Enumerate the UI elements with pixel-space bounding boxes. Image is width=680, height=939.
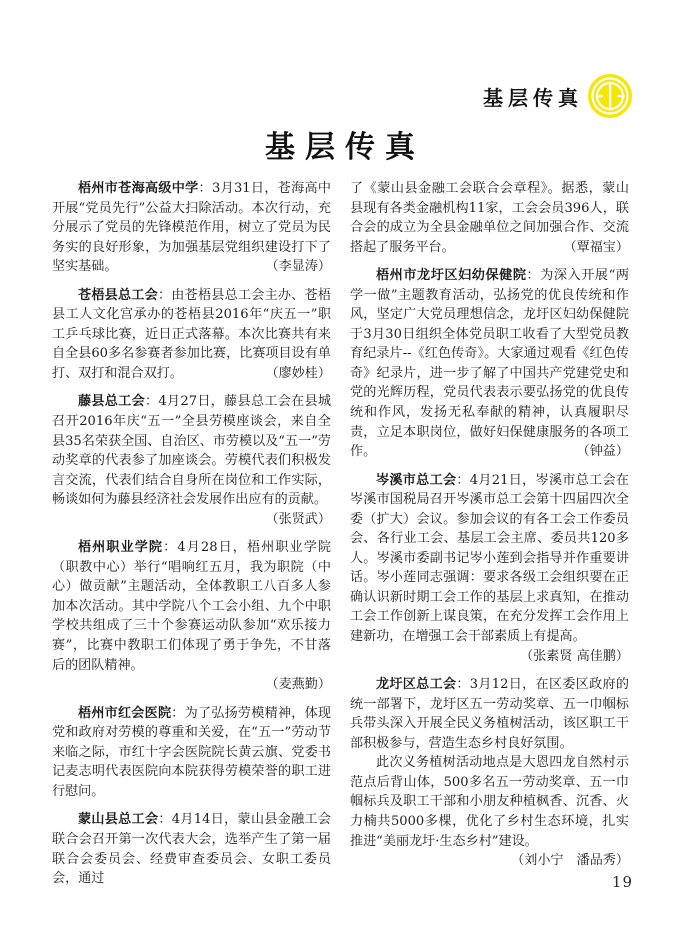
article-text: ：3月31日，苍海高中开展“党员先行”公益大扫除活动。本次行动，充分展示了党员的先锋模范作用，树立了党员为民务实的良好形象，为加强基层党组织建设打下了坚实基础。 — [52, 181, 331, 275]
article-paragraph — [350, 753, 629, 851]
article-lede: 蒙山县总工会 — [78, 812, 159, 828]
article-lede: 梧州市龙圩区妇幼保健院 — [376, 268, 527, 284]
article-byline: （刘小宁 潘品秀） — [511, 853, 629, 869]
article-longxu-district-federation — [350, 675, 629, 870]
article-cangwu-county-federation — [52, 286, 331, 384]
article-text: 了《蒙山县金融工会联合会章程》。据悉，蒙山县现有各类金融机构11家，工会会员396人，联合会的成立为全县金融单位之间加强合作、交流搭起了服务平台。 — [350, 181, 629, 255]
union-emblem-icon — [587, 73, 633, 119]
page-number: 19 — [611, 873, 633, 891]
article-paragraph — [52, 810, 331, 888]
article-byline: （李显涛） — [265, 259, 331, 275]
article-paragraph — [52, 392, 331, 509]
article-text: ：4月27日，藤县总工会在县城召开2016年庆“五一”全县劳模座谈会，来自全县35名荣获全国、自治区、市劳模以及“五一”劳动奖章的代表参了加座谈会。劳模代表们积极发言交流，代表们结合自身所在岗位和工作实际，畅谈如何为藤县经济社会发展作出应有的贡献。 — [52, 394, 332, 508]
article-lede: 梧州市苍海高级中学 — [78, 181, 199, 196]
article-teng-county-federation — [52, 392, 331, 529]
article-cenxi-city-federation — [350, 471, 629, 666]
article-byline: （钟益） — [576, 444, 629, 460]
article-lede: 藤县总工会 — [78, 394, 145, 410]
article-lede: 苍梧县总工会 — [78, 287, 158, 303]
article-wuzhou-red-cross-hospital — [52, 704, 331, 802]
article-lede: 岑溪市总工会 — [376, 472, 457, 488]
article-text: ：4月14日，蒙山县金融工会联合会召开第一次代表大会，选举产生了第一届联合会委员会、经费审查委员会、女职工委员会，通过 — [52, 812, 332, 887]
article-paragraph — [350, 471, 629, 647]
article-paragraph — [52, 538, 331, 675]
article-text: ：为了弘扬劳模精神，体现党和政府对劳模的尊重和关爱，在“五一”劳动节来临之际，市红十字会医院院长黄云旗、党委书记麦志明代表医院向本院获得劳模荣誉的职工进行慰问。 — [52, 705, 331, 799]
article-wuzhou-vocational-college — [52, 538, 331, 694]
article-paragraph — [350, 266, 629, 461]
page-title: 基层传真 — [265, 130, 425, 165]
article-byline: （廖妙桂） — [265, 365, 331, 381]
article-wuzhou-canghai-high-school — [52, 179, 331, 277]
article-text: ：3月12日，在区委区政府的统一部署下，龙圩区五一劳动奖章、五一巾帼标兵带头深入开展全民义务植树活动，该区职工干部积极参与，营造生态乡村良好氛围。 — [350, 677, 630, 751]
article-byline: （张素贤 高佳鹏） — [520, 648, 629, 664]
article-lede: 梧州市红会医院 — [78, 705, 172, 721]
article-text: ：由苍梧县总工会主办、苍梧县工人文化宫承办的苍梧县2016年“庆五一”职工乒乓球比赛，近日正式落幕。本次比赛共有来自全县60多名参赛者参加比赛，比赛项目设有单打、双打和混合双打。 — [52, 287, 331, 381]
article-text: ：4月28日，梧州职业学院（职教中心）举行“唱响红五月，我为职院（中心）做贡献”主题活动，全体教职工八百多人参加本次活动。其中学院八个工会小组、九个中职学校共组成了三十个参赛运动队参加“欢乐接力赛”，比赛中教职工们体现了勇于争先，不甘落后的团队精神。 — [52, 540, 331, 673]
running-head-label: 基层传真 — [483, 85, 583, 110]
article-byline: （张贤武） — [265, 511, 331, 527]
article-text: ：4月21日，岑溪市总工会在岑溪市国税局召开岑溪市总工会第十四届四次全委（扩大）会议。参加会议的有各工会工作委员会、各行业工会、基层工会主席、委员共120多人。岑溪市委副书记岑小莲到会指导并作重要讲话。岑小莲同志强调：要求各级工会组织要在正确认识新时期工会工作的基层上求真知，在推动工会工作创新上谋良策，在充分发挥工会作用上建新功，在增强工会干部素质上有提高。 — [350, 472, 630, 645]
article-mengshan-county-federation — [52, 810, 331, 888]
article-text: ：为深入开展“两学一做”主题教育活动，弘扬党的优良传统和作风，坚定广大党员理想信念，龙圩区妇幼保健院于3月30日组织全体党员职工收看了大型党员教育纪录片--《红色传奇》。大家通过观看《红色传奇》纪录片，进一步了解了中国共产党建党史和党的光辉历程，党员代表表示要弘扬党的优良传统和作风，发扬无私奉献的精神，认真履职尽责，立足本职岗位，做好妇保健康服务的各项工作。 — [350, 268, 629, 460]
article-paragraph — [52, 704, 331, 802]
article-mengshan-county-federation-cont — [350, 179, 629, 257]
article-paragraph — [350, 675, 629, 753]
article-byline: （麦燕勤） — [265, 677, 331, 693]
left-column — [52, 179, 331, 898]
article-lede: 梧州职业学院 — [78, 540, 164, 556]
article-byline: （覃福宝） — [563, 239, 629, 255]
running-head — [483, 68, 633, 124]
article-longxu-maternal-child-hospital — [350, 266, 629, 461]
article-text: 此次义务植树活动地点是大恩四龙自然村示范点后背山体，500多名五一劳动奖章、五一巾帼标兵及职工干部和小朋友种植枫香、沉香、火力楠共5000多棵，优化了乡村生态环境，扎实推进“美丽龙圩·生态乡村”建设。 — [350, 755, 629, 849]
right-column — [350, 179, 629, 880]
article-lede: 龙圩区总工会 — [376, 677, 457, 693]
